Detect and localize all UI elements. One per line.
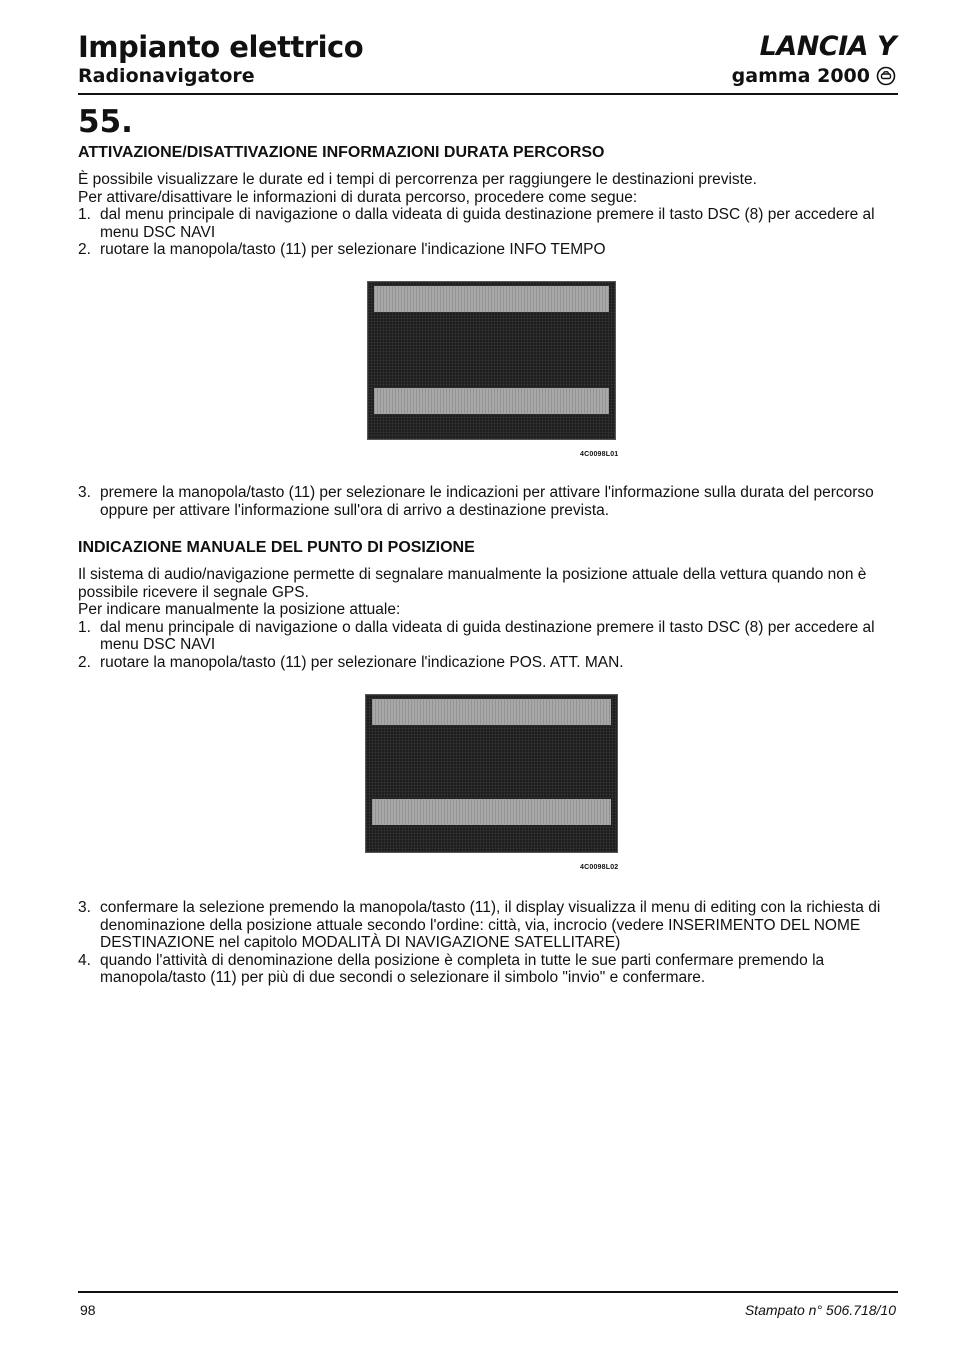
list-number: 1. (78, 206, 91, 223)
section-durata-percorso (78, 143, 898, 259)
list-number: 2. (78, 241, 91, 258)
list-text: quando l'attività di denominazione della posizione è completa in tutte le sue parti confermare premendo la manopola/tasto (11) per più di due secondi o selezionare il simbolo "invio" e confermare. (100, 951, 825, 986)
list-number: 3. (78, 484, 91, 501)
section-durata-percorso-continued (78, 484, 898, 519)
list-text: premere la manopola/tasto (11) per selezionare le indicazioni per attivare l'informazione sulla durata del percorso oppure per attivare l'informazione sull'ora di arrivo a destinazione prevista. (100, 484, 874, 519)
print-reference: Stampato n° 506.718/10 (744, 1302, 896, 1318)
list-item (78, 484, 898, 519)
model-range-label: gamma 2000 (731, 65, 870, 87)
screen-menu-row (374, 338, 609, 364)
header-right (732, 30, 896, 88)
list-text: ruotare la manopola/tasto (11) per selezionare l'indicazione POS. ATT. MAN. (100, 653, 624, 671)
figure-dsc-navi-screen-2 (365, 694, 618, 853)
section-posizione-manuale-continued (78, 899, 898, 987)
screen-menu-row (372, 726, 611, 752)
section-heading: INDICAZIONE MANUALE DEL PUNTO DI POSIZIONE (78, 539, 475, 556)
screen-title-bar (374, 286, 609, 312)
list-number: 2. (78, 653, 91, 671)
list-text: dal menu principale di navigazione o dalla videata di guida destinazione premere il tasto DSC (8) per accedere al menu DSC NAVI (100, 618, 875, 653)
screen-menu-row (372, 823, 611, 849)
footer-divider (78, 1291, 898, 1293)
paragraph: Il sistema di audio/navigazione permette di segnalare manualmente la posizione attuale della vettura quando non è possibile ricevere il segnale GPS. (78, 566, 867, 601)
brand-name: LANCIA Y (759, 31, 896, 62)
screen-title-bar (372, 699, 611, 725)
section-heading: ATTIVAZIONE/DISATTIVAZIONE INFORMAZIONI DURATA PERCORSO (78, 144, 605, 161)
document-title: Impianto elettrico (78, 30, 364, 64)
list-item (78, 619, 898, 654)
screen-menu-row (372, 751, 611, 777)
model-range (732, 64, 896, 88)
list-number: 3. (78, 899, 91, 916)
paragraph: Per indicare manualmente la posizione attuale: (78, 601, 401, 618)
list-number: 1. (78, 618, 91, 636)
document-subtitle: Radionavigatore (78, 65, 255, 87)
list-text: dal menu principale di navigazione o dalla videata di guida destinazione premere il tasto DSC (8) per accedere al menu DSC NAVI (100, 206, 875, 241)
list-item (78, 654, 898, 672)
list-item (78, 206, 898, 241)
list-text: ruotare la manopola/tasto (11) per selezionare l'indicazione INFO TEMPO (100, 241, 606, 258)
list-text: confermare la selezione premendo la manopola/tasto (11), il display visualizza il menu di editing con la richiesta di denominazione della posizione attuale secondo l'ordine: città, via, incrocio (vedere INSERIMENTO DEL NOME DESTINAZIONE nel capitolo MODALITÀ DI NAVIGAZIONE SATELLITARE) (100, 899, 881, 951)
section-posizione-manuale (78, 538, 898, 671)
section-number: 55. (78, 104, 133, 140)
screen-menu-row (374, 313, 609, 339)
list-item (78, 899, 898, 952)
list-item (78, 241, 898, 259)
page-number: 98 (80, 1302, 96, 1318)
screen-menu-row (374, 363, 609, 389)
header-left (78, 30, 363, 88)
range-logo-icon (876, 66, 896, 86)
screen-selected-row (372, 799, 611, 825)
figure-dsc-navi-screen-1 (367, 281, 616, 440)
list-item (78, 952, 898, 987)
header-divider (78, 93, 898, 95)
list-number: 4. (78, 951, 91, 969)
screen-menu-row (374, 411, 609, 437)
paragraph: È possibile visualizzare le durate ed i tempi di percorrenza per raggiungere le destinazioni previste. (78, 171, 757, 188)
figure-code: 4C0098L01 (580, 451, 619, 458)
figure-code: 4C0098L02 (580, 864, 619, 871)
paragraph: Per attivare/disattivare le informazioni di durata percorso, procedere come segue: (78, 188, 638, 206)
